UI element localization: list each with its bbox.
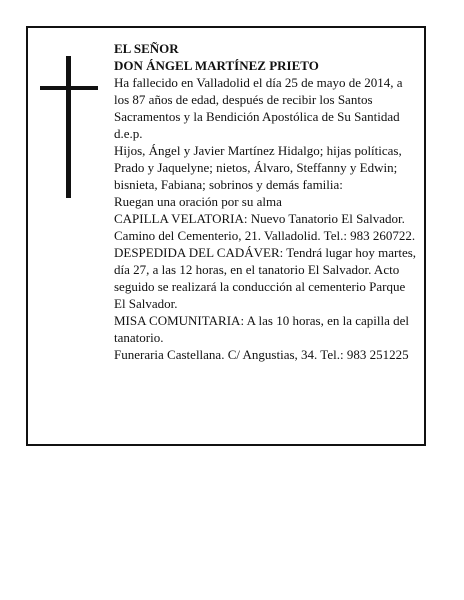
chapel-info: CAPILLA VELATORIA: Nuevo Tanatorio El Salvador. Camino del Cementerio, 21. Valladolid. Tel.: 983 260722. (114, 211, 416, 243)
cross-horizontal-bar (40, 86, 98, 90)
family-list: Hijos, Ángel y Javier Martínez Hidalgo; hijas políticas, Prado y Jaquelyne; nietos, Álvaro, Steffanny y Edwin; bisnieta, Fabiana; sobrinos y demás familia: (114, 143, 402, 192)
notice-text-block (114, 40, 420, 363)
funeral-home-info: Funeraria Castellana. C/ Angustias, 34. Tel.: 983 251225 (114, 347, 409, 362)
farewell-info: DESPEDIDA DEL CADÁVER: Tendrá lugar hoy martes, día 27, a las 12 horas, en el tanatorio El Salvador. Acto seguido se realizará la conducción al cementerio Parque El Salvador. (114, 245, 417, 311)
obituary-notice (26, 26, 426, 446)
notice-title-line-1: EL SEÑOR (114, 41, 179, 56)
cross-vertical-bar (66, 56, 71, 198)
mass-info: MISA COMUNITARIA: A las 10 horas, en la capilla del tanatorio. (114, 313, 410, 345)
prayer-request: Ruegan una oración por su alma (114, 194, 282, 209)
notice-title-line-2: DON ÁNGEL MARTÍNEZ PRIETO (114, 58, 319, 73)
latin-cross-icon (40, 56, 98, 198)
death-announcement: Ha fallecido en Valladolid el día 25 de mayo de 2014, a los 87 años de edad, después de recibir los Santos Sacramentos y la Bendición Apostólica de Su Santidad d.e.p. (114, 75, 403, 141)
